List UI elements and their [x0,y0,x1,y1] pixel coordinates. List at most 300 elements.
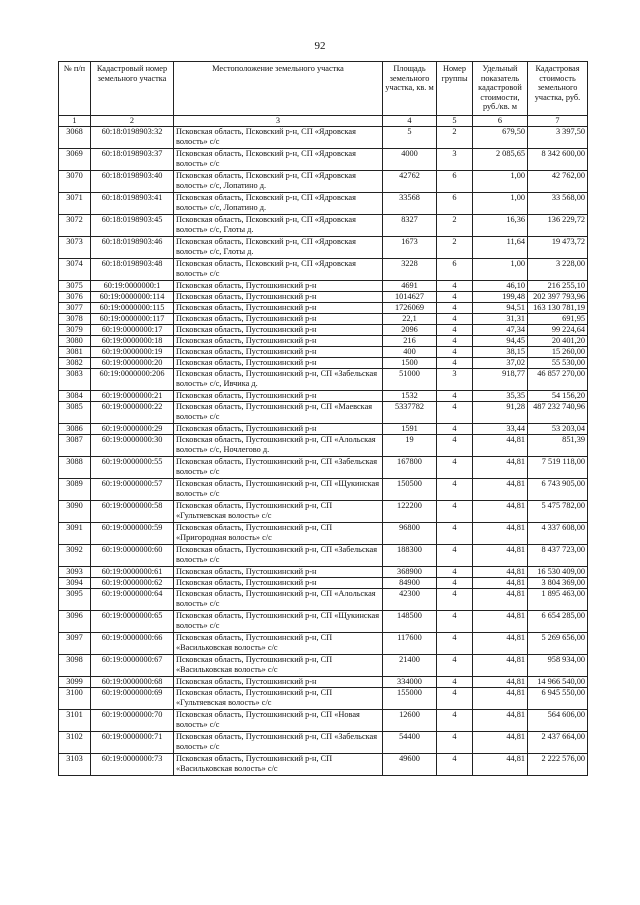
value-cell: 6 743 905,00 [528,479,588,501]
value-cell: 99 224,64 [528,325,588,336]
value-cell: 16 530 409,00 [528,567,588,578]
value-cell: 6 654 285,00 [528,611,588,633]
area-cell: 51000 [383,369,437,391]
table-row [59,457,588,479]
cadastral-number-cell: 60:18:0198903:46 [91,237,174,259]
table-row [59,578,588,589]
rate-cell: 11,64 [473,237,528,259]
row-number: 3088 [59,457,91,479]
group-cell: 4 [437,688,473,710]
group-cell: 4 [437,732,473,754]
value-cell: 216 255,10 [528,281,588,292]
col-number: 1 [59,116,91,127]
group-cell: 4 [437,501,473,523]
group-cell: 6 [437,193,473,215]
value-cell: 851,39 [528,435,588,457]
value-cell: 3 228,00 [528,259,588,281]
cadastral-number-cell: 60:19:0000000:73 [91,754,174,776]
location-cell: Псковская область, Пустошкинский р-н, СП «Пригородная волость» с/с [174,523,383,545]
rate-cell: 2 085,65 [473,149,528,171]
table-row [59,633,588,655]
area-cell: 5 [383,127,437,149]
value-cell: 55 530,00 [528,358,588,369]
table-row [59,347,588,358]
table-row [59,589,588,611]
value-cell: 163 130 781,19 [528,303,588,314]
group-cell: 4 [437,325,473,336]
location-cell: Псковская область, Пустошкинский р-н [174,347,383,358]
rate-cell: 37,02 [473,358,528,369]
group-cell: 4 [437,578,473,589]
location-cell: Псковская область, Пустошкинский р-н, СП «Алольская волость» с/с, Ночлегово д. [174,435,383,457]
rate-cell: 46,10 [473,281,528,292]
area-cell: 216 [383,336,437,347]
group-cell: 4 [437,402,473,424]
table-row [59,435,588,457]
row-number: 3101 [59,710,91,732]
cadastral-number-cell: 60:19:0000000:115 [91,303,174,314]
cadastral-number-cell: 60:19:0000000:65 [91,611,174,633]
cadastral-number-cell: 60:18:0198903:41 [91,193,174,215]
value-cell: 3 397,50 [528,127,588,149]
row-number: 3078 [59,314,91,325]
col-header-number: № п/п [59,62,91,116]
value-cell: 14 966 540,00 [528,677,588,688]
table-row [59,259,588,281]
cadastral-number-cell: 60:18:0198903:48 [91,259,174,281]
value-cell: 136 229,72 [528,215,588,237]
group-cell: 4 [437,545,473,567]
group-cell: 6 [437,259,473,281]
cadastral-number-cell: 60:19:0000000:206 [91,369,174,391]
rate-cell: 1,00 [473,171,528,193]
value-cell: 958 934,00 [528,655,588,677]
group-cell: 4 [437,424,473,435]
rate-cell: 44,81 [473,677,528,688]
value-cell: 46 857 270,00 [528,369,588,391]
column-number-row [59,116,588,127]
rate-cell: 38,15 [473,347,528,358]
col-number: 2 [91,116,174,127]
row-number: 3077 [59,303,91,314]
cadastral-number-cell: 60:19:0000000:66 [91,633,174,655]
table-row [59,171,588,193]
rate-cell: 44,81 [473,710,528,732]
location-cell: Псковская область, Псковский р-н, СП «Ядровская волость» с/с [174,259,383,281]
table-row [59,149,588,171]
location-cell: Псковская область, Пустошкинский р-н, СП «Маевская волость» с/с [174,402,383,424]
area-cell: 155000 [383,688,437,710]
location-cell: Псковская область, Пустошкинский р-н, СП «Васильковская волость» с/с [174,655,383,677]
area-cell: 49600 [383,754,437,776]
row-number: 3095 [59,589,91,611]
location-cell: Псковская область, Псковский р-н, СП «Ядровская волость» с/с, Глоты д. [174,215,383,237]
location-cell: Псковская область, Пустошкинский р-н [174,358,383,369]
rate-cell: 44,81 [473,633,528,655]
location-cell: Псковская область, Псковский р-н, СП «Ядровская волость» с/с [174,127,383,149]
area-cell: 188300 [383,545,437,567]
row-number: 3075 [59,281,91,292]
rate-cell: 31,31 [473,314,528,325]
row-number: 3103 [59,754,91,776]
group-cell: 3 [437,149,473,171]
row-number: 3102 [59,732,91,754]
table-row [59,215,588,237]
location-cell: Псковская область, Пустошкинский р-н, СП «Щукинская волость» с/с [174,611,383,633]
col-header-cadastral-number: Кадастровый номер земельного участка [91,62,174,116]
row-number: 3081 [59,347,91,358]
cadastral-number-cell: 60:19:0000000:60 [91,545,174,567]
group-cell: 4 [437,281,473,292]
cadastral-number-cell: 60:19:0000000:30 [91,435,174,457]
row-number: 3069 [59,149,91,171]
table-row [59,688,588,710]
area-cell: 2096 [383,325,437,336]
table-row [59,655,588,677]
area-cell: 54400 [383,732,437,754]
cadastral-number-cell: 60:19:0000000:1 [91,281,174,292]
value-cell: 8 437 723,00 [528,545,588,567]
value-cell: 5 269 656,00 [528,633,588,655]
group-cell: 2 [437,127,473,149]
table-row [59,754,588,776]
cadastral-number-cell: 60:19:0000000:117 [91,314,174,325]
group-cell: 4 [437,347,473,358]
cadastral-number-cell: 60:19:0000000:114 [91,292,174,303]
table-row [59,391,588,402]
row-number: 3076 [59,292,91,303]
row-number: 3087 [59,435,91,457]
group-cell: 4 [437,358,473,369]
area-cell: 42300 [383,589,437,611]
row-number: 3094 [59,578,91,589]
table-row [59,479,588,501]
group-cell: 4 [437,303,473,314]
value-cell: 6 945 550,00 [528,688,588,710]
area-cell: 117600 [383,633,437,655]
col-header-rate: Удельный показатель кадастровой стоимости, руб./кв. м [473,62,528,116]
group-cell: 4 [437,479,473,501]
row-number: 3080 [59,336,91,347]
col-header-area: Площадь земельного участка, кв. м [383,62,437,116]
rate-cell: 44,81 [473,578,528,589]
group-cell: 4 [437,710,473,732]
area-cell: 122200 [383,501,437,523]
area-cell: 84900 [383,578,437,589]
row-number: 3083 [59,369,91,391]
location-cell: Псковская область, Пустошкинский р-н [174,336,383,347]
area-cell: 12600 [383,710,437,732]
cadastral-number-cell: 60:19:0000000:21 [91,391,174,402]
table-row [59,402,588,424]
table-row [59,501,588,523]
location-cell: Псковская область, Пустошкинский р-н [174,292,383,303]
area-cell: 19 [383,435,437,457]
location-cell: Псковская область, Пустошкинский р-н [174,281,383,292]
rate-cell: 44,81 [473,567,528,578]
cadastral-number-cell: 60:19:0000000:20 [91,358,174,369]
area-cell: 368900 [383,567,437,578]
rate-cell: 33,44 [473,424,528,435]
area-cell: 1014627 [383,292,437,303]
value-cell: 202 397 793,96 [528,292,588,303]
rate-cell: 44,81 [473,501,528,523]
cadastral-number-cell: 60:18:0198903:40 [91,171,174,193]
group-cell: 4 [437,633,473,655]
value-cell: 33 568,00 [528,193,588,215]
group-cell: 4 [437,292,473,303]
group-cell: 4 [437,611,473,633]
area-cell: 1591 [383,424,437,435]
table-row [59,314,588,325]
rate-cell: 94,51 [473,303,528,314]
area-cell: 4691 [383,281,437,292]
value-cell: 564 606,00 [528,710,588,732]
col-number: 6 [473,116,528,127]
location-cell: Псковская область, Пустошкинский р-н [174,303,383,314]
table-row [59,611,588,633]
row-number: 3068 [59,127,91,149]
area-cell: 1532 [383,391,437,402]
cadastral-number-cell: 60:19:0000000:70 [91,710,174,732]
table-row [59,336,588,347]
cadastral-number-cell: 60:19:0000000:17 [91,325,174,336]
area-cell: 4000 [383,149,437,171]
cadastral-number-cell: 60:19:0000000:29 [91,424,174,435]
table-row [59,677,588,688]
rate-cell: 44,81 [473,523,528,545]
value-cell: 53 203,04 [528,424,588,435]
col-number: 4 [383,116,437,127]
location-cell: Псковская область, Пустошкинский р-н, СП «Гультяевская волость» с/с [174,688,383,710]
rate-cell: 679,50 [473,127,528,149]
table-row [59,545,588,567]
table-row [59,281,588,292]
rate-cell: 91,28 [473,402,528,424]
value-cell: 691,95 [528,314,588,325]
table-row [59,303,588,314]
area-cell: 5337782 [383,402,437,424]
col-header-location: Местоположение земельного участка [174,62,383,116]
location-cell: Псковская область, Пустошкинский р-н, СП «Гультяевская волость» с/с [174,501,383,523]
value-cell: 19 473,72 [528,237,588,259]
cadastral-number-cell: 60:19:0000000:18 [91,336,174,347]
value-cell: 54 156,20 [528,391,588,402]
rate-cell: 44,81 [473,688,528,710]
location-cell: Псковская область, Пустошкинский р-н, СП «Новая волость» с/с [174,710,383,732]
area-cell: 1500 [383,358,437,369]
value-cell: 42 762,00 [528,171,588,193]
rate-cell: 918,77 [473,369,528,391]
value-cell: 4 337 608,00 [528,523,588,545]
cadastral-number-cell: 60:19:0000000:69 [91,688,174,710]
cadastral-number-cell: 60:19:0000000:62 [91,578,174,589]
group-cell: 4 [437,754,473,776]
rate-cell: 35,35 [473,391,528,402]
cadastral-number-cell: 60:19:0000000:57 [91,479,174,501]
group-cell: 4 [437,655,473,677]
rate-cell: 1,00 [473,193,528,215]
row-number: 3098 [59,655,91,677]
location-cell: Псковская область, Пустошкинский р-н, СП «Васильковская волость» с/с [174,754,383,776]
group-cell: 4 [437,391,473,402]
row-number: 3090 [59,501,91,523]
value-cell: 2 437 664,00 [528,732,588,754]
location-cell: Псковская область, Пустошкинский р-н [174,578,383,589]
row-number: 3072 [59,215,91,237]
location-cell: Псковская область, Псковский р-н, СП «Ядровская волость» с/с [174,149,383,171]
group-cell: 4 [437,677,473,688]
area-cell: 400 [383,347,437,358]
location-cell: Псковская область, Пустошкинский р-н, СП «Забельская волость» с/с, Ивчика д. [174,369,383,391]
area-cell: 1726069 [383,303,437,314]
table-row [59,358,588,369]
row-number: 3100 [59,688,91,710]
value-cell: 5 475 782,00 [528,501,588,523]
table-row [59,127,588,149]
location-cell: Псковская область, Псковский р-н, СП «Ядровская волость» с/с, Лопатино д. [174,193,383,215]
table-row [59,424,588,435]
table-row [59,369,588,391]
rate-cell: 44,81 [473,611,528,633]
cadastral-number-cell: 60:19:0000000:19 [91,347,174,358]
location-cell: Псковская область, Псковский р-н, СП «Ядровская волость» с/с, Лопатино д. [174,171,383,193]
rate-cell: 44,81 [473,435,528,457]
value-cell: 487 232 740,96 [528,402,588,424]
rate-cell: 44,81 [473,457,528,479]
row-number: 3079 [59,325,91,336]
location-cell: Псковская область, Пустошкинский р-н, СП «Забельская волость» с/с [174,457,383,479]
value-cell: 7 519 118,00 [528,457,588,479]
row-number: 3099 [59,677,91,688]
cadastral-number-cell: 60:19:0000000:59 [91,523,174,545]
table-row [59,237,588,259]
rate-cell: 94,45 [473,336,528,347]
value-cell: 2 222 576,00 [528,754,588,776]
location-cell: Псковская область, Пустошкинский р-н, СП «Щукинская волость» с/с [174,479,383,501]
cadastral-number-cell: 60:19:0000000:67 [91,655,174,677]
group-cell: 4 [437,589,473,611]
location-cell: Псковская область, Пустошкинский р-н [174,424,383,435]
row-number: 3097 [59,633,91,655]
location-cell: Псковская область, Пустошкинский р-н, СП «Забельская волость» с/с [174,545,383,567]
value-cell: 1 895 463,00 [528,589,588,611]
row-number: 3074 [59,259,91,281]
location-cell: Псковская область, Псковский р-н, СП «Ядровская волость» с/с, Глоты д. [174,237,383,259]
cadastral-number-cell: 60:18:0198903:32 [91,127,174,149]
table-row [59,292,588,303]
row-number: 3093 [59,567,91,578]
cadastral-number-cell: 60:19:0000000:64 [91,589,174,611]
area-cell: 21400 [383,655,437,677]
area-cell: 8327 [383,215,437,237]
cadastral-number-cell: 60:19:0000000:22 [91,402,174,424]
header-row [59,62,588,116]
rate-cell: 16,36 [473,215,528,237]
row-number: 3096 [59,611,91,633]
cadastral-number-cell: 60:19:0000000:55 [91,457,174,479]
cadastral-number-cell: 60:19:0000000:61 [91,567,174,578]
row-number: 3082 [59,358,91,369]
cadastral-number-cell: 60:19:0000000:58 [91,501,174,523]
row-number: 3085 [59,402,91,424]
rate-cell: 44,81 [473,589,528,611]
table-row [59,325,588,336]
location-cell: Псковская область, Пустошкинский р-н [174,314,383,325]
area-cell: 22,1 [383,314,437,325]
page-number: 92 [314,40,326,52]
area-cell: 1673 [383,237,437,259]
area-cell: 150500 [383,479,437,501]
row-number: 3089 [59,479,91,501]
rate-cell: 199,48 [473,292,528,303]
col-number: 7 [528,116,588,127]
area-cell: 334000 [383,677,437,688]
cadastral-number-cell: 60:19:0000000:71 [91,732,174,754]
group-cell: 6 [437,171,473,193]
location-cell: Псковская область, Пустошкинский р-н, СП «Васильковская волость» с/с [174,633,383,655]
col-number: 5 [437,116,473,127]
group-cell: 2 [437,237,473,259]
cadastral-number-cell: 60:18:0198903:37 [91,149,174,171]
value-cell: 15 260,00 [528,347,588,358]
table-row [59,710,588,732]
table-row [59,193,588,215]
location-cell: Псковская область, Пустошкинский р-н, СП «Забельская волость» с/с [174,732,383,754]
cadastral-value-table [58,61,588,776]
location-cell: Псковская область, Пустошкинский р-н [174,567,383,578]
row-number: 3071 [59,193,91,215]
rate-cell: 44,81 [473,732,528,754]
group-cell: 2 [437,215,473,237]
col-header-group: Номер группы [437,62,473,116]
table-row [59,732,588,754]
row-number: 3091 [59,523,91,545]
rate-cell: 44,81 [473,545,528,567]
row-number: 3073 [59,237,91,259]
rate-cell: 44,81 [473,655,528,677]
value-cell: 3 804 369,00 [528,578,588,589]
value-cell: 20 401,20 [528,336,588,347]
area-cell: 96800 [383,523,437,545]
row-number: 3070 [59,171,91,193]
area-cell: 167800 [383,457,437,479]
location-cell: Псковская область, Пустошкинский р-н [174,677,383,688]
rate-cell: 47,34 [473,325,528,336]
location-cell: Псковская область, Пустошкинский р-н, СП «Алольская волость» с/с [174,589,383,611]
row-number: 3084 [59,391,91,402]
value-cell: 8 342 600,00 [528,149,588,171]
col-number: 3 [174,116,383,127]
group-cell: 4 [437,523,473,545]
row-number: 3086 [59,424,91,435]
group-cell: 4 [437,435,473,457]
group-cell: 4 [437,336,473,347]
cadastral-number-cell: 60:18:0198903:45 [91,215,174,237]
group-cell: 3 [437,369,473,391]
location-cell: Псковская область, Пустошкинский р-н [174,325,383,336]
cadastral-number-cell: 60:19:0000000:68 [91,677,174,688]
rate-cell: 44,81 [473,479,528,501]
area-cell: 42762 [383,171,437,193]
group-cell: 4 [437,567,473,578]
group-cell: 4 [437,314,473,325]
col-header-value: Кадастровая стоимость земельного участка, руб. [528,62,588,116]
area-cell: 148500 [383,611,437,633]
table-row [59,523,588,545]
rate-cell: 44,81 [473,754,528,776]
group-cell: 4 [437,457,473,479]
